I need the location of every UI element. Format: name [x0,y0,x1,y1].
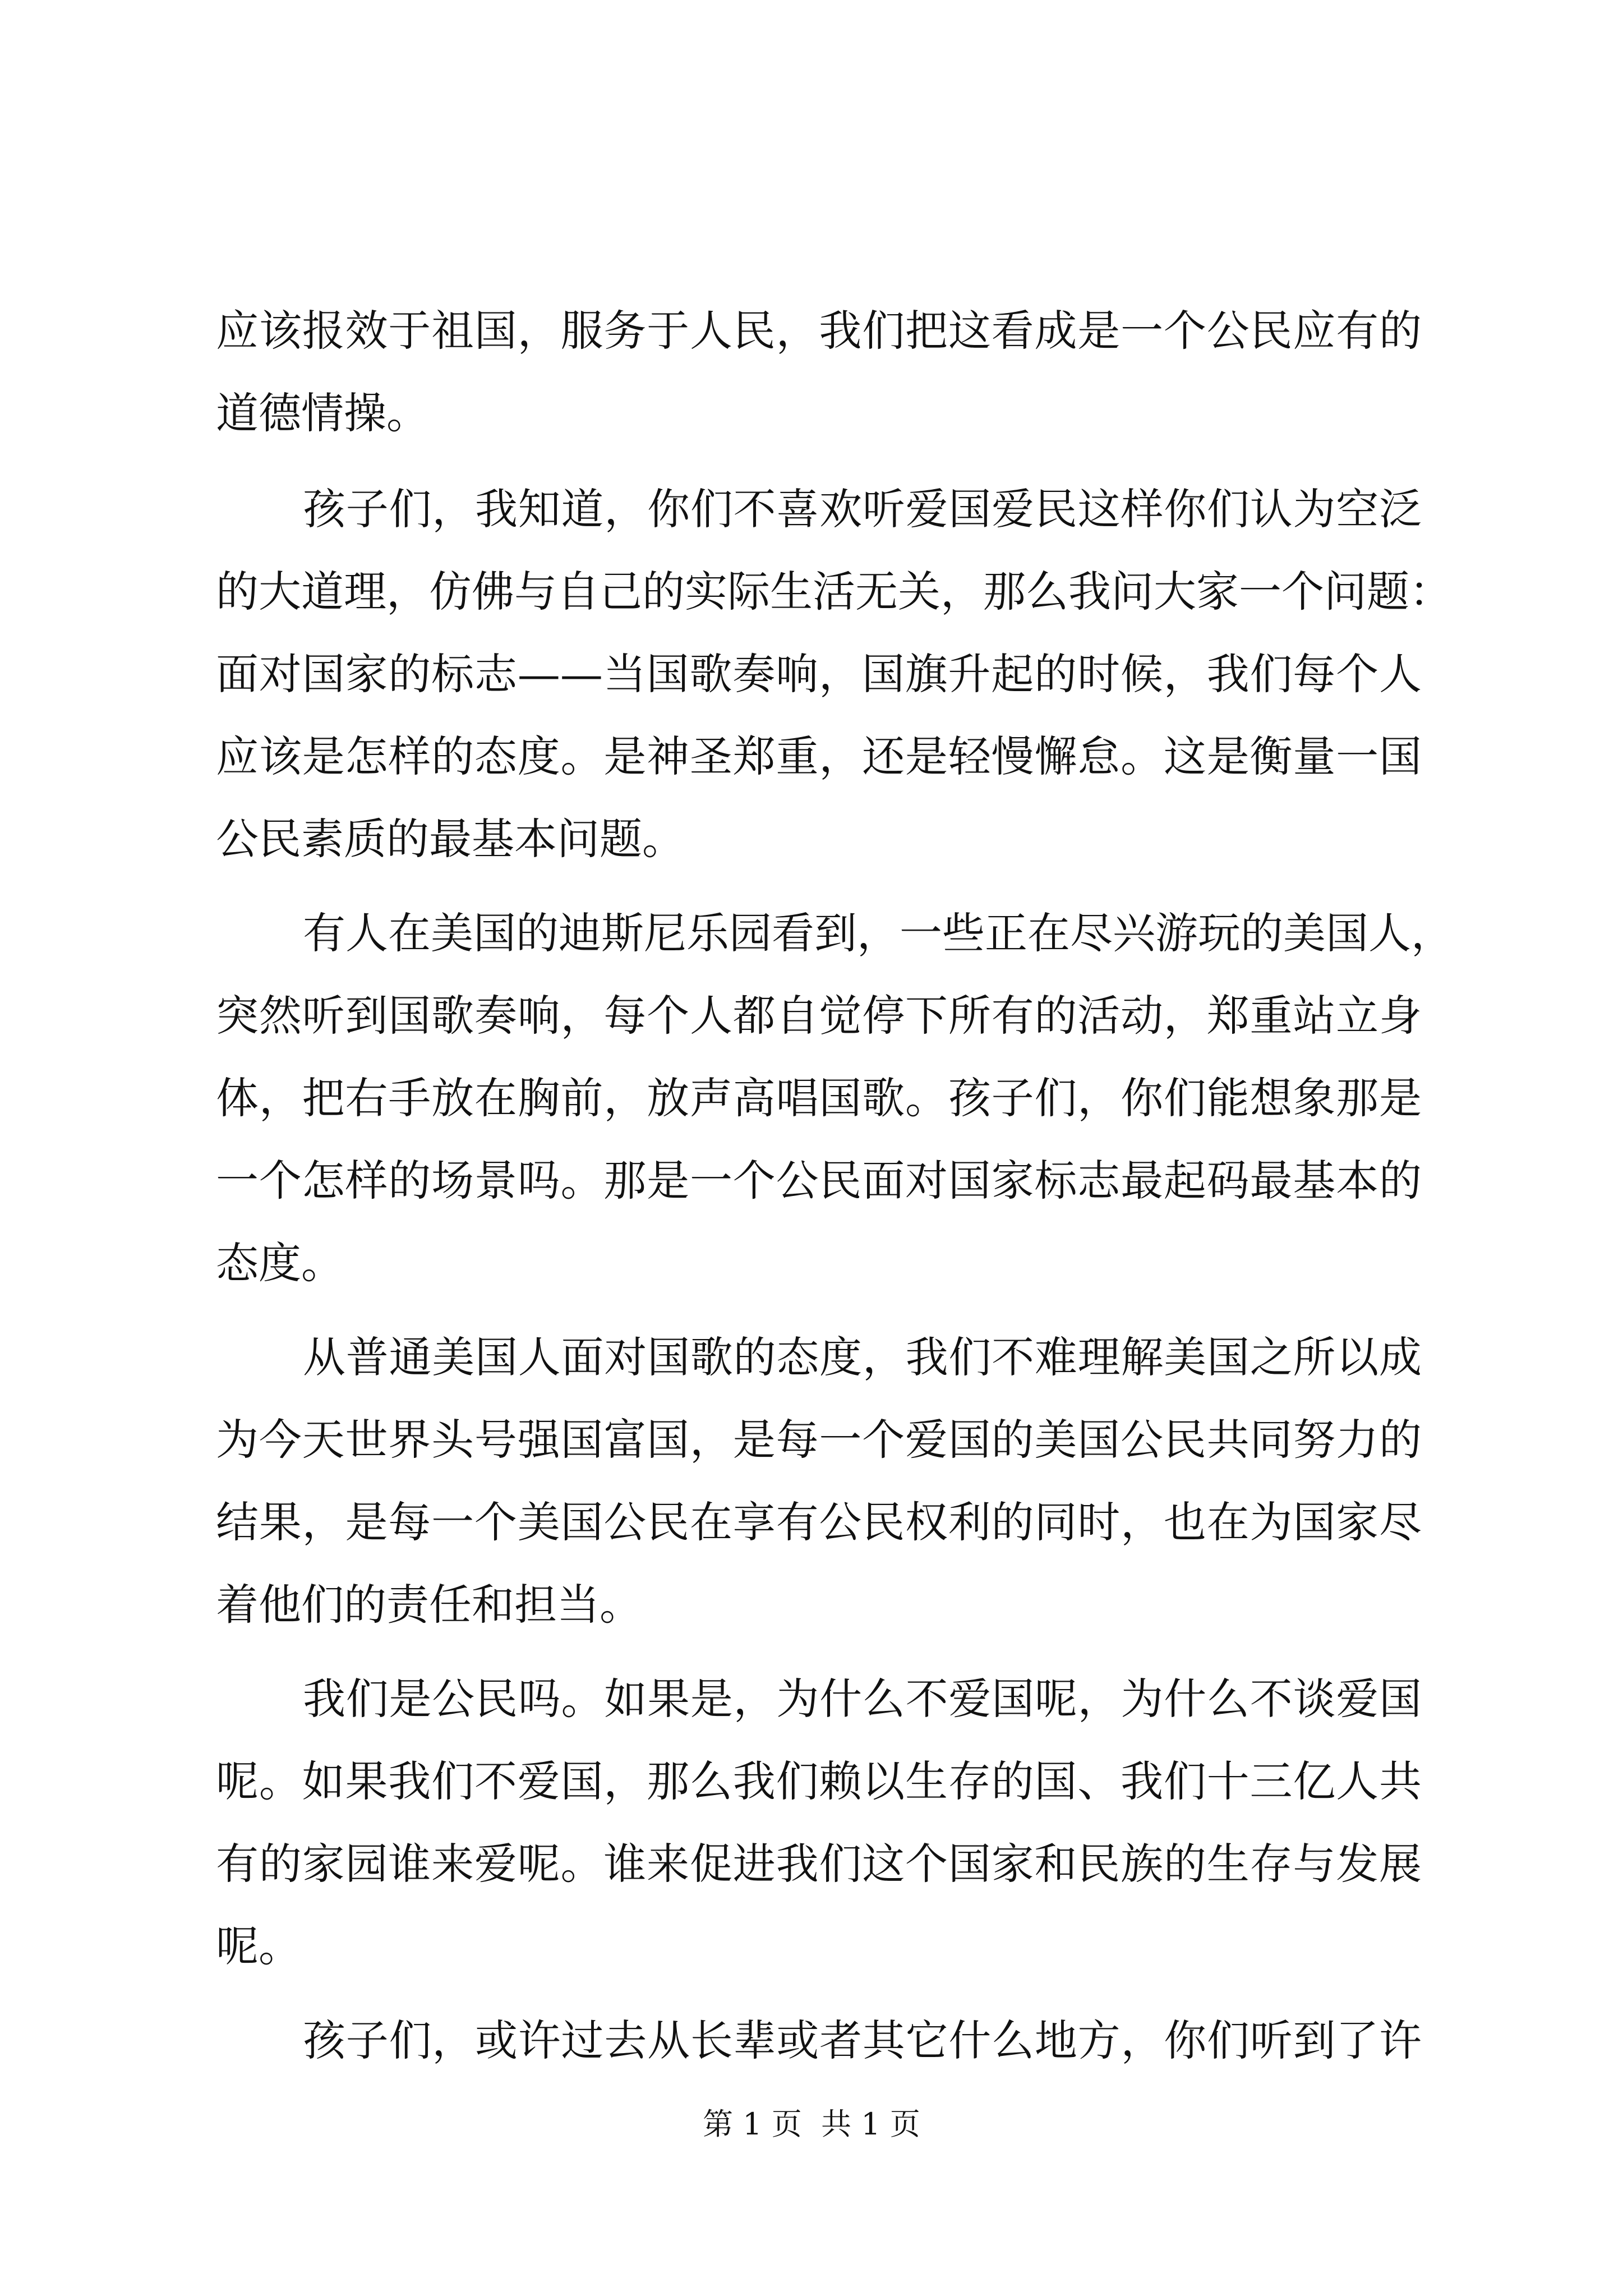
text-line: 从普通美国人面对国歌的态度，我们不难理解美国之所以成 [303,1332,1422,1382]
text-line: 一个怎样的场景吗。那是一个公民面对国家标志最起码最基本的 [216,1156,1422,1205]
text-line: 道德情操。 [216,388,429,438]
text-line: 的大道理，仿佛与自己的实际生活无关，那么我问大家一个问题： [216,567,1452,616]
text-line: 我们是公民吗。如果是，为什么不爱国呢，为什么不谈爱国 [303,1674,1422,1724]
text-line: 孩子们，我知道，你们不喜欢听爱国爱民这样你们认为空泛 [303,484,1422,534]
text-line: 体，把右手放在胸前，放声高唱国歌。孩子们，你们能想象那是 [216,1073,1422,1123]
text-line: 呢。 [216,1921,301,1971]
text-line: 应该报效于祖国，服务于人民，我们把这看成是一个公民应有的 [216,306,1422,356]
text-line: 为今天世界头号强国富国，是每一个爱国的美国公民共同努力的 [216,1415,1422,1465]
text-line: 应该是怎样的态度。是神圣郑重，还是轻慢懈怠。这是衡量一国 [216,731,1422,781]
text-line: 态度。 [216,1238,344,1288]
text-line: 公民素质的最基本问题。 [216,814,685,864]
page-footer: 第 1 页 共 1 页 [703,2106,920,2142]
text-line: 结果，是每一个美国公民在享有公民权利的同时，也在为国家尽 [216,1497,1422,1547]
text-line: 面对国家的标志——当国歌奏响，国旗升起的时候，我们每个人 [216,649,1422,699]
text-line: 孩子们，或许过去从长辈或者其它什么地方，你们听到了许 [303,2016,1422,2065]
text-line: 突然听到国歌奏响，每个人都自觉停下所有的活动，郑重站立身 [216,991,1422,1041]
text-line: 有的家园谁来爱呢。谁来促进我们这个国家和民族的生存与发展 [216,1839,1422,1889]
text-line: 呢。如果我们不爱国，那么我们赖以生存的国、我们十三亿人共 [216,1756,1422,1806]
text-line: 着他们的责任和担当。 [216,1580,642,1630]
text-line: 有人在美国的迪斯尼乐园看到，一些正在尽兴游玩的美国人， [303,908,1454,958]
